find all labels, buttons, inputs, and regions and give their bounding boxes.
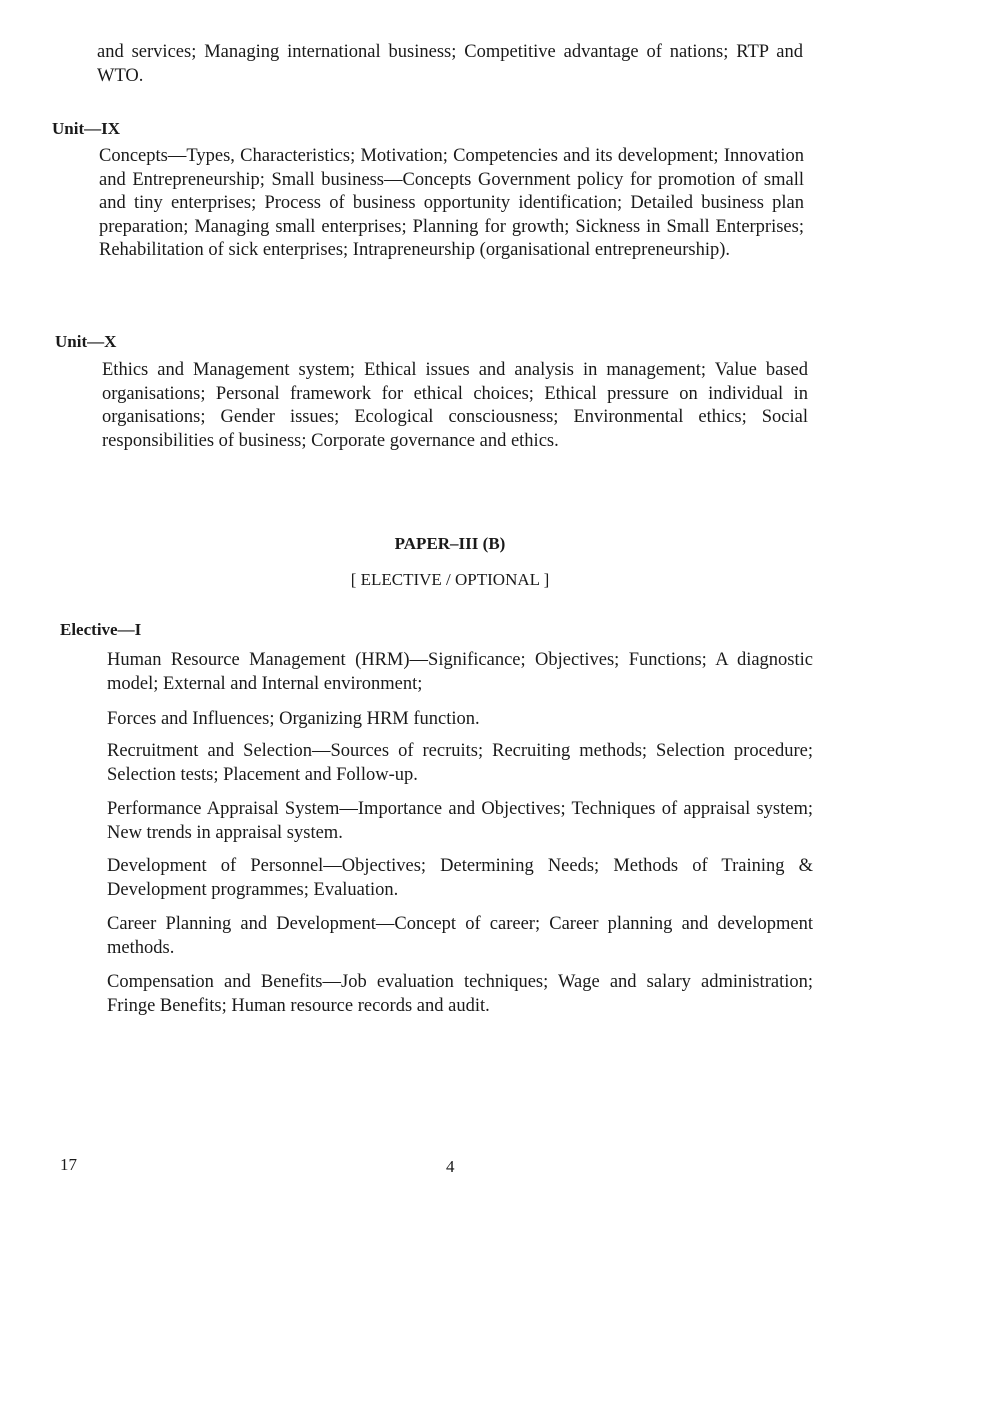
unit-ix-heading: Unit—IX xyxy=(52,119,121,138)
elective-item: Compensation and Benefits—Job evaluation techniques; Wage and salary administration; Fringe Benefits; Human resource records and audit. xyxy=(107,972,813,1016)
elective-item: Performance Appraisal System—Importance and Objectives; Techniques of appraisal system; New trends in appraisal system. xyxy=(107,799,813,843)
elective-i-heading: Elective—I xyxy=(60,620,142,639)
elective-item: Recruitment and Selection—Sources of recruits; Recruiting methods; Selection procedure; Selection tests; Placement and Follow-up. xyxy=(107,741,813,785)
unit-x-body: Ethics and Management system; Ethical issues and analysis in management; Value based organisations; Personal framework for ethical choices; Ethical pressure on individual in organisations; Gender issues; Ecological consciousness; Environmental ethics; Social responsibilities of business; Corporate governance and ethics. xyxy=(102,360,808,451)
elective-item: Development of Personnel—Objectives; Determining Needs; Methods of Training & Development programmes; Evaluation. xyxy=(107,856,813,900)
unit-ix-body: Concepts—Types, Characteristics; Motivation; Competencies and its development; Innovation and Entrepreneurship; Small business—Concepts Government policy for promotion of small and tiny enterprises; Process of business opportunity identification; Detailed business plan preparation; Managing small enterprises; Planning for growth; Sickness in Small Enterprises; Rehabilitation of sick enterprises; Intrapreneurship (organisational entrepreneurship). xyxy=(99,146,804,260)
footer-left-number: 17 xyxy=(60,1155,77,1174)
intro-paragraph: and services; Managing international business; Competitive advantage of nations; RTP and WTO. xyxy=(97,42,803,86)
paper-subtitle: [ ELECTIVE / OPTIONAL ] xyxy=(350,570,550,589)
elective-item: Forces and Influences; Organizing HRM function. xyxy=(107,709,480,729)
elective-item: Career Planning and Development—Concept of career; Career planning and development methods. xyxy=(107,914,813,958)
unit-x-heading: Unit—X xyxy=(55,332,117,351)
paper-title: PAPER–III (B) xyxy=(394,534,506,553)
elective-item: Human Resource Management (HRM)—Significance; Objectives; Functions; A diagnostic model; External and Internal environment; xyxy=(107,650,813,694)
page-number: 4 xyxy=(446,1157,455,1176)
